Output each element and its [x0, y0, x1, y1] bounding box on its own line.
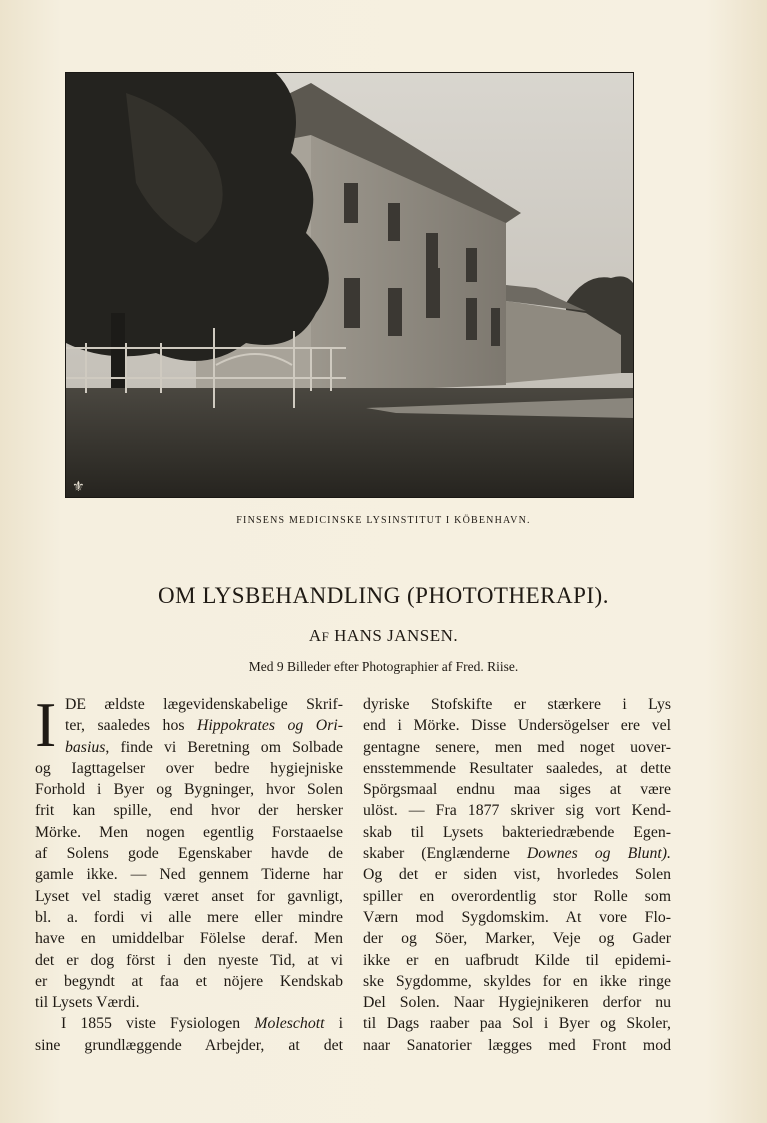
text-line	[363, 694, 671, 715]
text-run: af Solens gode Egenskaber havde de	[35, 845, 343, 863]
text-run: have en umiddelbar Fölelse deraf. Men	[35, 930, 343, 948]
text-run: bl. a. fordi vi alle mere eller mindre	[35, 908, 343, 926]
text-line	[363, 800, 671, 821]
text-run: end i Mörke. Disse Undersögelser ere vel	[363, 717, 671, 735]
text-run: Mörke. Men nogen egentlig Forstaaelse	[35, 823, 343, 841]
text-run: Spörgsmaal endnu maa siges at være	[363, 781, 671, 799]
text-line	[35, 758, 343, 779]
text-line	[363, 843, 671, 864]
photo-credit: Med 9 Billeder efter Photographier af Fred. Riise.	[248, 659, 519, 674]
text-run: det er dog först i den nyeste Tid, at vi	[35, 951, 343, 969]
text-run: I 1855 viste Fysiologen	[61, 1015, 255, 1033]
text-line	[35, 971, 343, 992]
italic-text: Downes og Blunt).	[526, 845, 671, 863]
text-run: ensstemmende Resultater saaledes, at dette	[363, 759, 671, 777]
photo-illustration	[66, 73, 633, 497]
text-run: DE ældste lægevidenskabelige Skrif-	[65, 696, 343, 713]
text-line	[363, 1035, 671, 1056]
text-run: i	[324, 1015, 344, 1033]
byline-prefix-initial: A	[308, 626, 322, 645]
text-line	[363, 715, 671, 736]
text-line	[363, 950, 671, 971]
text-run: Og det er siden vist, hvorledes Solen	[363, 866, 671, 884]
text-line	[363, 928, 671, 949]
svg-text:⚜: ⚜	[72, 479, 85, 495]
text-line	[35, 1035, 343, 1056]
byline-author: HANS JANSEN.	[334, 626, 459, 645]
photo-caption: FINSENS MEDICINSKE LYSINSTITUT I KÖBENHAVN.	[236, 515, 531, 526]
text-line	[35, 886, 343, 907]
text-run: og Iagttagelser over bedre hygiejniske	[35, 759, 343, 777]
text-run: Del Solen. Naar Hygiejnikeren derfor nu	[363, 994, 671, 1012]
text-column-left	[35, 689, 344, 1056]
italic-text: basius	[65, 738, 106, 756]
text-run: skaber (Englænderne	[363, 845, 527, 863]
article-title: OM LYSBEHANDLING (PHOTOTHERAPI).	[158, 583, 609, 608]
text-run: naar Sanatorier lægges med Front mod	[363, 1036, 671, 1054]
text-line	[35, 715, 343, 736]
text-run: spiller en overordentlig stor Rolle som	[363, 887, 671, 905]
text-run: Værn mod Sygdomskim. At vore Flo-	[363, 908, 671, 926]
text-run: der og Söer, Marker, Veje og Gader	[363, 930, 671, 948]
text-run: Forhold i Byer og Bygninger, hvor Solen	[35, 781, 343, 799]
text-run: ikke er en uafbrudt Kilde til epidemi-	[363, 951, 671, 969]
text-line	[35, 992, 343, 1013]
building-photograph	[65, 72, 634, 498]
text-line	[35, 928, 343, 949]
text-line	[35, 694, 343, 715]
text-run: til Dags raaber paa Sol i Byer og Skoler,	[363, 1015, 671, 1033]
text-line	[35, 1013, 343, 1034]
text-line	[363, 758, 671, 779]
text-run: ske Sygdomme, skyldes for en ikke ringe	[363, 972, 671, 990]
text-line	[363, 822, 671, 843]
text-run: ter, saaledes hos	[65, 717, 197, 735]
text-line	[35, 864, 343, 885]
italic-text: Hippokrates og Ori-	[196, 717, 344, 735]
text-line	[35, 737, 343, 758]
text-line	[363, 779, 671, 800]
text-run: gentagne senere, men med noget uover-	[363, 738, 671, 756]
text-line	[363, 1013, 671, 1034]
text-run: dyriske Stofskifte er stærkere i Lys	[363, 696, 671, 713]
article-byline	[0, 626, 767, 646]
text-run: til Lysets Værdi.	[35, 994, 140, 1012]
italic-text: Moleschott	[254, 1015, 325, 1033]
text-line	[363, 886, 671, 907]
text-line	[363, 971, 671, 992]
text-line	[363, 907, 671, 928]
text-column-right	[363, 694, 671, 1056]
text-run: frit kan spille, end hvor der hersker	[35, 802, 343, 820]
text-run: gamle ikke. — Ned gennem Tiderne har	[35, 866, 343, 884]
text-run: ulöst. — Fra 1877 skriver sig vort Kend-	[363, 802, 671, 820]
text-run: sine grundlæggende Arbejder, at det	[35, 1036, 343, 1054]
text-line	[35, 779, 343, 800]
text-line	[35, 822, 343, 843]
text-run: , finde vi Beretning om Solbade	[105, 738, 343, 756]
text-line	[35, 843, 343, 864]
text-line	[363, 992, 671, 1013]
text-run: skab til Lysets bakteriedræbende Egen-	[363, 823, 671, 841]
byline-prefix-rest: F	[321, 629, 330, 644]
text-run: Lyset vel stadig været anset for gavnligt,	[35, 887, 343, 905]
text-line	[363, 737, 671, 758]
text-line	[363, 864, 671, 885]
text-run: er begyndt at faa et nöjere Kendskab	[35, 972, 343, 990]
text-line	[35, 907, 343, 928]
drop-cap: I	[35, 689, 57, 760]
text-line	[35, 950, 343, 971]
text-line	[35, 800, 343, 821]
